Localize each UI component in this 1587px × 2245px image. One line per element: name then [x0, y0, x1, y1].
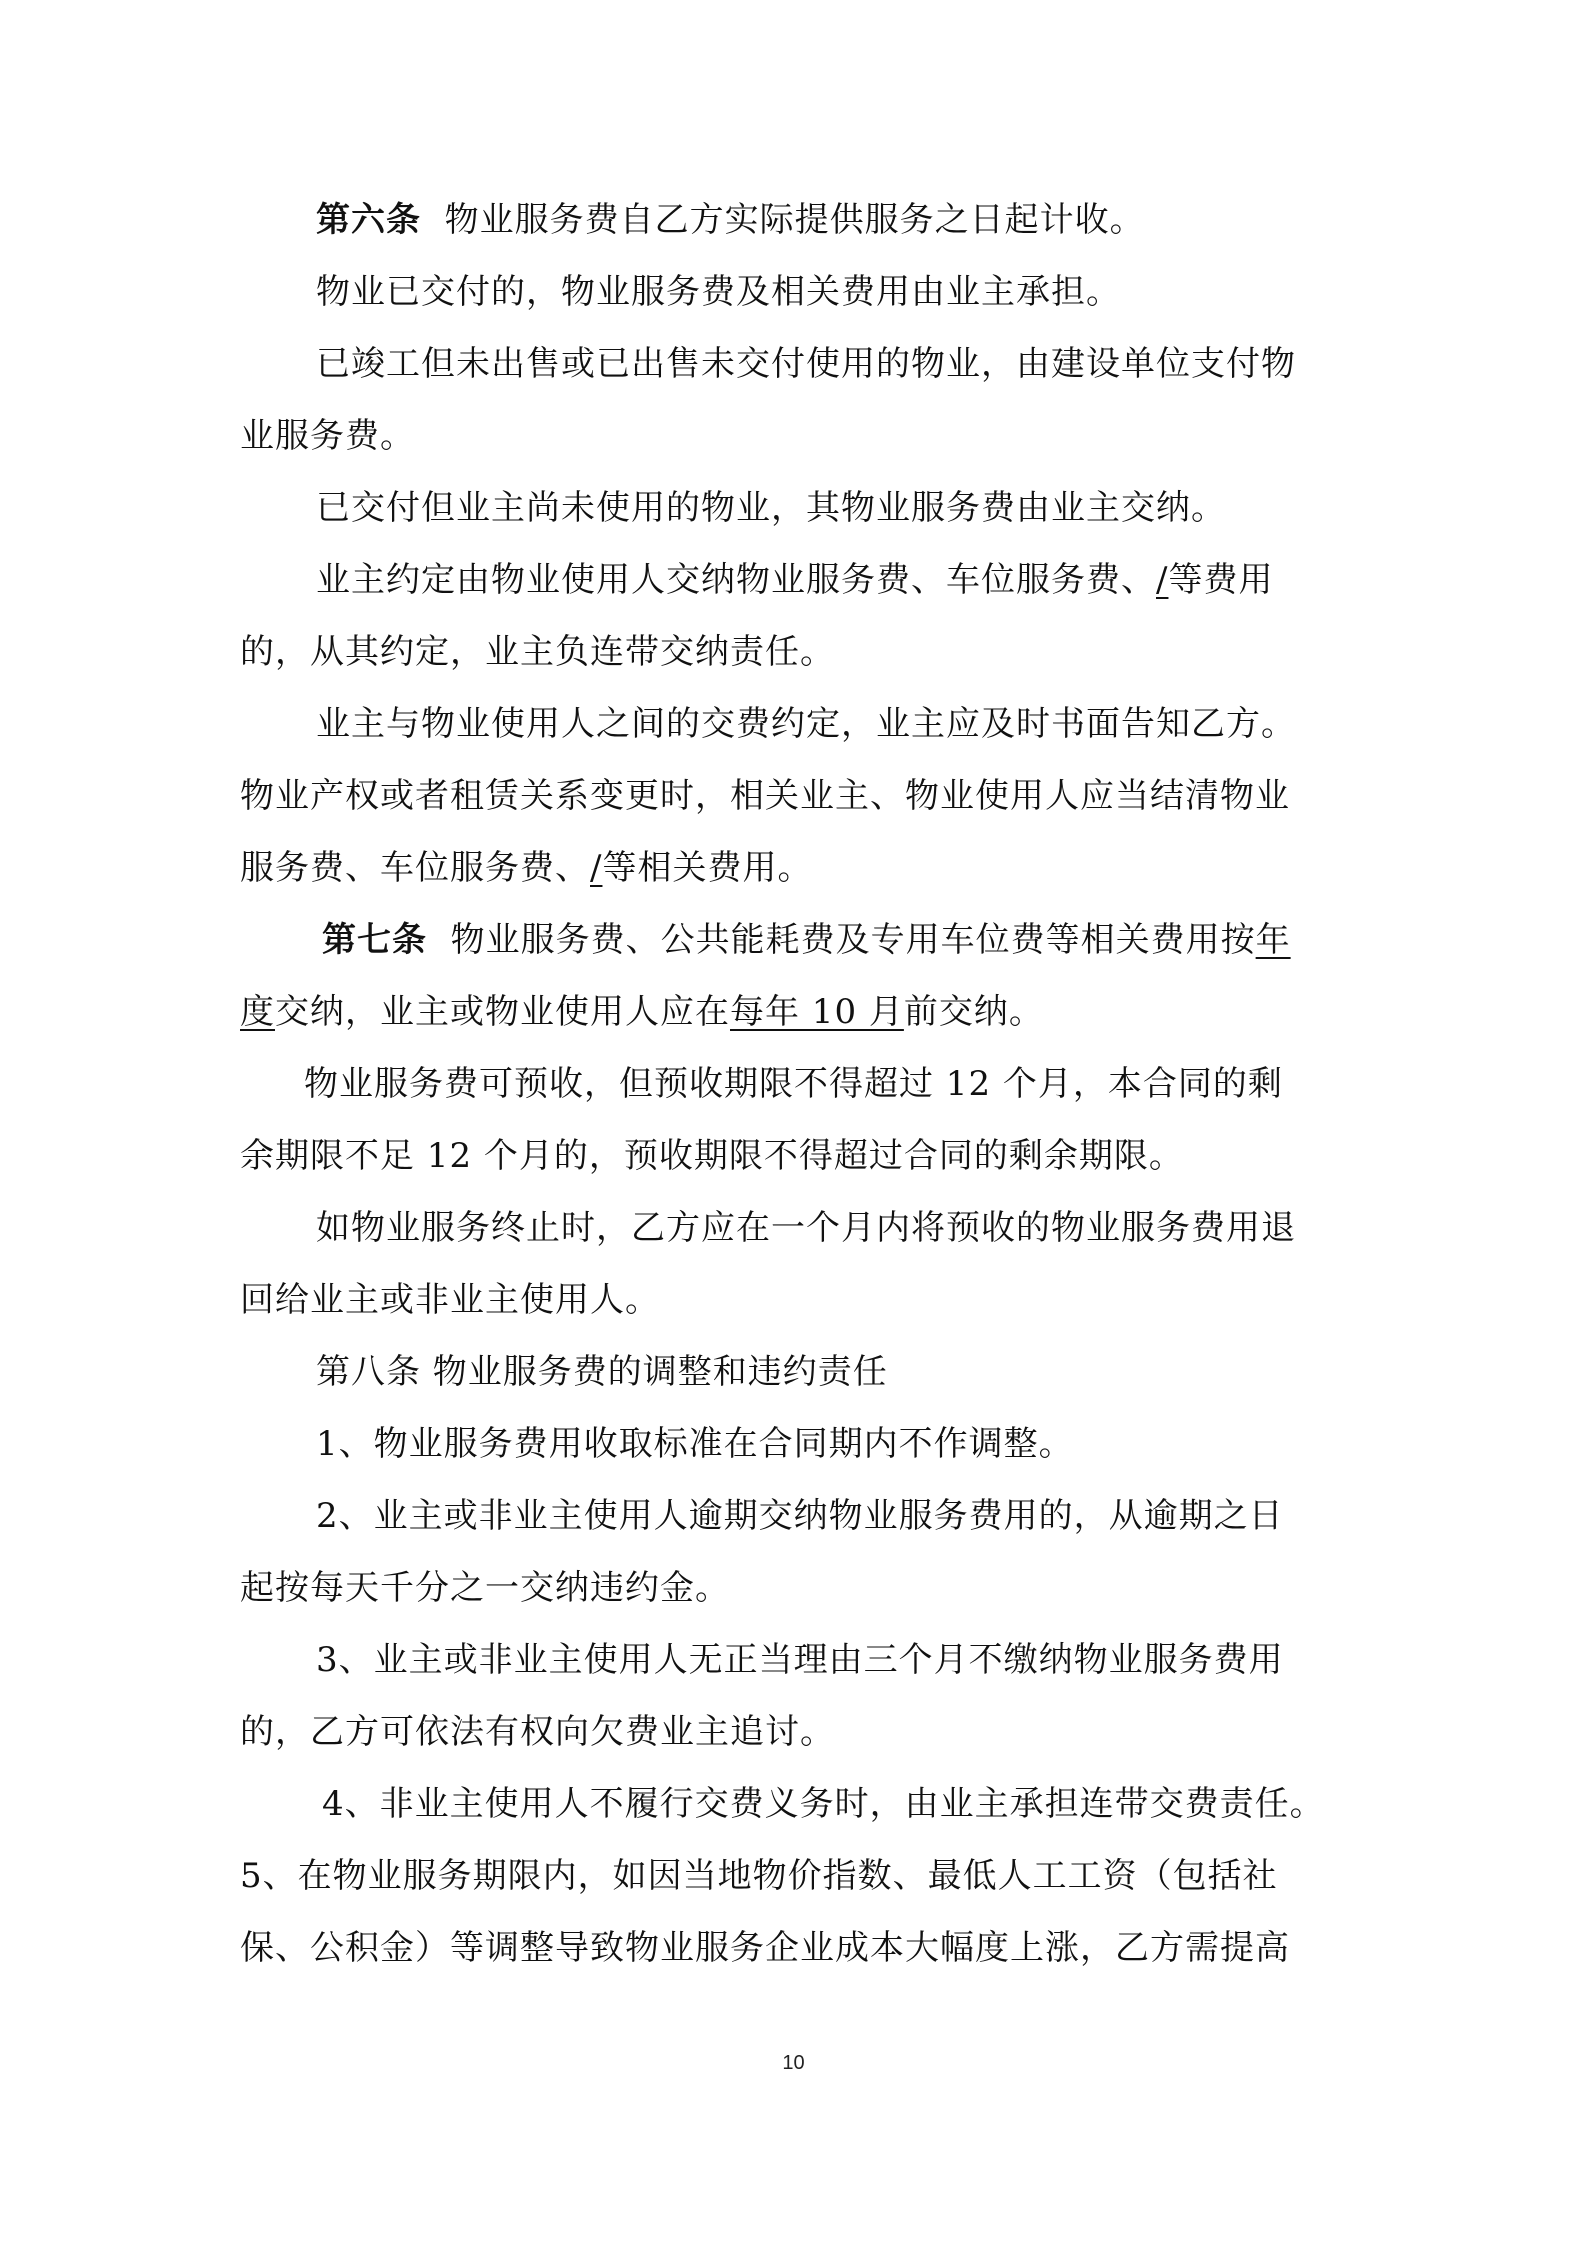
item-4: 4、非业主使用人不履行交费义务时，由业主承担连带交费责任。: [322, 1784, 1325, 1824]
paragraph-prepay-line-1: 物业服务费可预收，但预收期限不得超过 12 个月，本合同的剩: [304, 1064, 1283, 1104]
article-7-text-a: 物业服务费、公共能耗费及专用车位费等相关费用按: [450, 920, 1256, 960]
item-3-line-1: 3、业主或非业主使用人无正当理由三个月不缴纳物业服务费用: [316, 1640, 1284, 1680]
article-7-text-b: 交纳，业主或物业使用人应在: [275, 992, 730, 1032]
paragraph-refund-line-1: 如物业服务终止时，乙方应在一个月内将预收的物业服务费用退: [316, 1208, 1296, 1248]
article-6-line: [316, 198, 1145, 242]
paragraph-user-pay-line-2: 的，从其约定，业主负连带交纳责任。: [240, 632, 835, 672]
article-7-text-d: 前交纳。: [903, 992, 1044, 1032]
paragraph-prepay-line-2: 余期限不足 12 个月的，预收期限不得超过合同的剩余期限。: [240, 1136, 1184, 1176]
article-8-heading: 第八条 物业服务费的调整和违约责任: [316, 1352, 888, 1392]
item-3-line-2: 的，乙方可依法有权向欠费业主追讨。: [240, 1712, 835, 1752]
paragraph-refund-line-2: 回给业主或非业主使用人。: [240, 1280, 660, 1320]
paragraph-user-pay-line-1: [316, 558, 1273, 602]
article-7-line-1: [322, 918, 1291, 962]
page-number: 10: [782, 2052, 805, 2074]
paragraph-notify-line-1: 业主与物业使用人之间的交费约定，业主应及时书面告知乙方。: [316, 704, 1296, 744]
paragraph-unsold-line-2: 业服务费。: [240, 416, 415, 456]
article-7-heading: 第七条: [322, 920, 427, 960]
item-2-line-2: 起按每天千分之一交纳违约金。: [240, 1568, 730, 1608]
article-7-deadline: 每年 10 月: [730, 992, 904, 1032]
paragraph-unsold-line-1: 已竣工但未出售或已出售未交付使用的物业，由建设单位支付物: [316, 344, 1296, 384]
item-5-line-2: 保、公积金）等调整导致物业服务企业成本大幅度上涨，乙方需提高: [240, 1928, 1290, 1968]
article-6-text: 物业服务费自乙方实际提供服务之日起计收。: [444, 200, 1145, 240]
item-2-line-1: 2、业主或非业主使用人逾期交纳物业服务费用的，从逾期之日: [316, 1496, 1284, 1536]
article-7-line-2: [240, 990, 1044, 1034]
user-pay-text-a: 业主约定由物业使用人交纳物业服务费、车位服务费、: [316, 560, 1156, 600]
item-5-line-1: 5、在物业服务期限内，如因当地物价指数、最低人工工资（包括社: [240, 1856, 1278, 1896]
article-7-period-degree: 度: [240, 992, 275, 1032]
notify-blank: /: [590, 848, 603, 888]
paragraph-unused: 已交付但业主尚未使用的物业，其物业服务费由业主交纳。: [316, 488, 1226, 528]
user-pay-blank: /: [1156, 560, 1169, 600]
article-7-period-year: 年: [1255, 920, 1291, 960]
notify-text-c: 等相关费用。: [602, 848, 813, 888]
paragraph-notify-line-3: [240, 846, 812, 890]
notify-text-a: 服务费、车位服务费、: [240, 848, 590, 888]
paragraph-delivered: 物业已交付的，物业服务费及相关费用由业主承担。: [316, 272, 1121, 312]
paragraph-notify-line-2: 物业产权或者租赁关系变更时，相关业主、物业使用人应当结清物业: [240, 776, 1290, 816]
item-1: 1、物业服务费用收取标准在合同期内不作调整。: [316, 1424, 1074, 1464]
article-6-heading: 第六条: [316, 200, 421, 240]
user-pay-text-c: 等费用: [1168, 560, 1274, 600]
